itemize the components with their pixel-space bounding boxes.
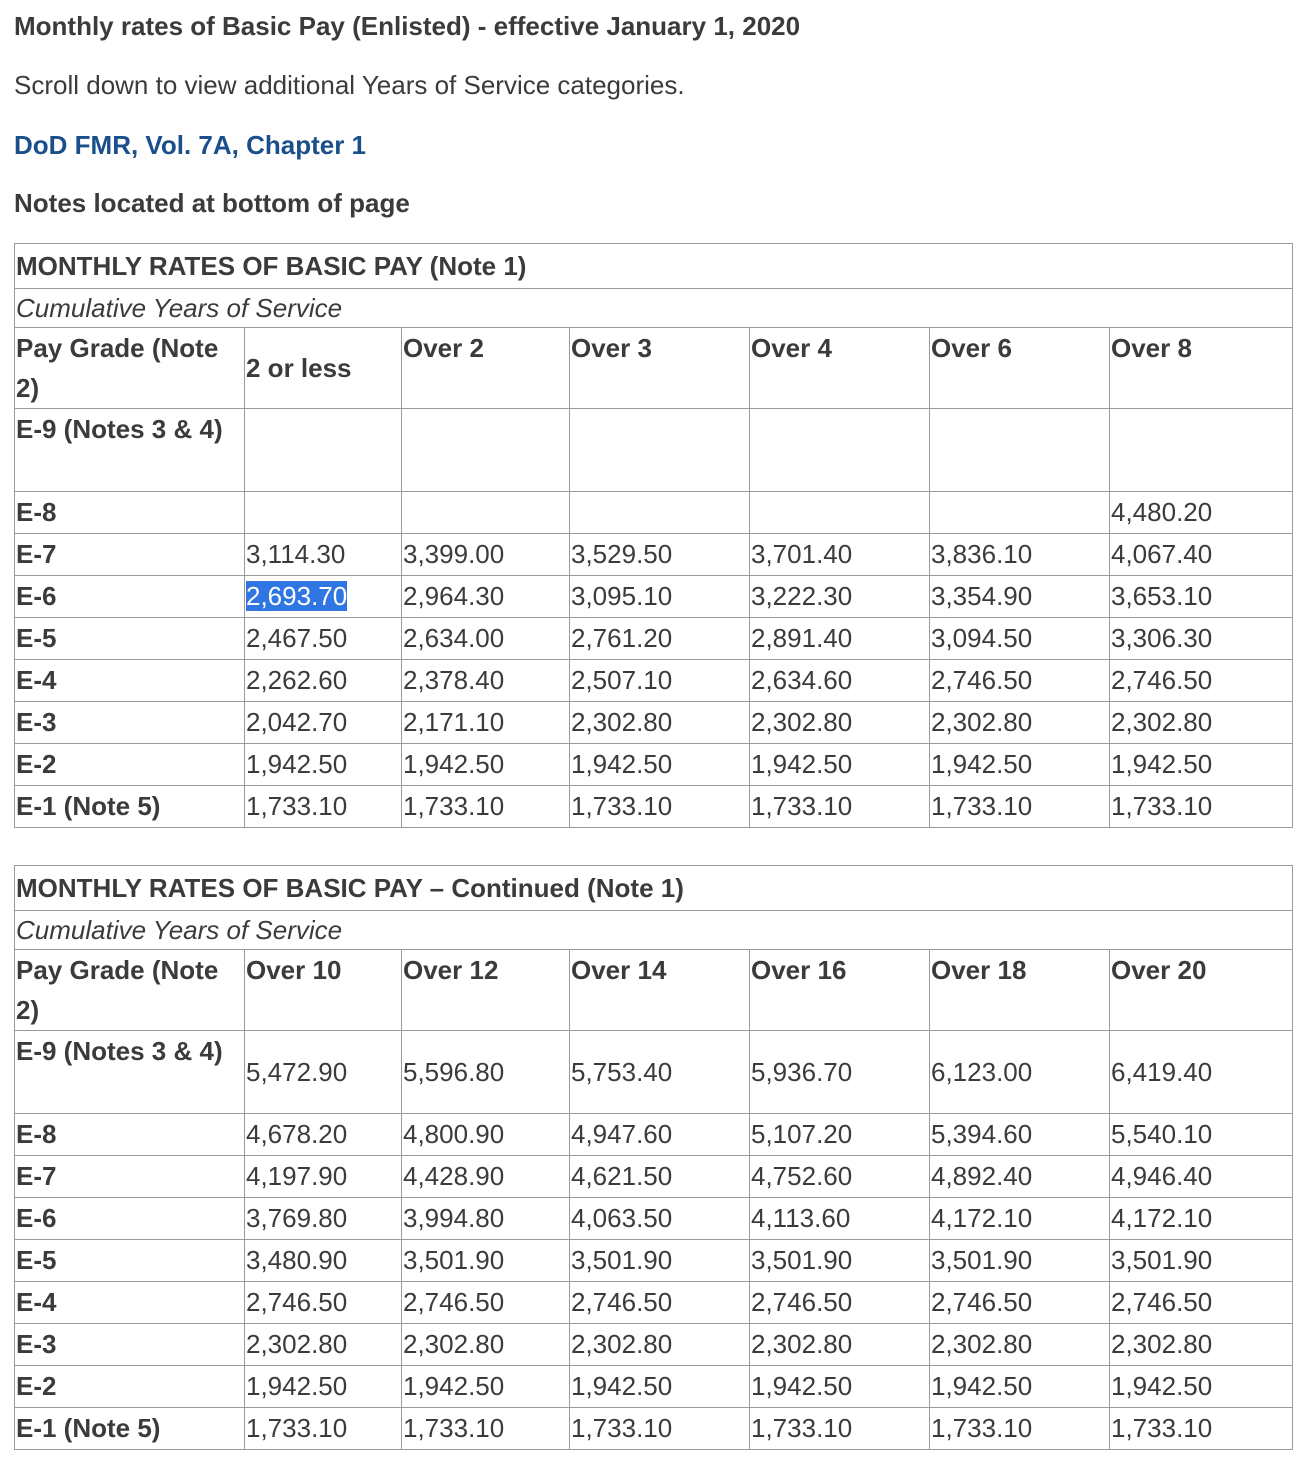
table-row xyxy=(15,1156,1293,1198)
pay-rate-cell: 4,892.40 xyxy=(930,1156,1110,1198)
pay-grade-cell: E-4 xyxy=(15,660,245,702)
pay-rate-cell: 3,501.90 xyxy=(930,1240,1110,1282)
pay-rate-cell xyxy=(402,409,570,492)
pay-grade-cell: E-6 xyxy=(15,576,245,618)
pay-grade-cell: E-3 xyxy=(15,1324,245,1366)
pay-rate-cell: 2,302.80 xyxy=(245,1324,402,1366)
page xyxy=(0,0,1310,218)
table-row xyxy=(15,660,1293,702)
table-row xyxy=(15,786,1293,828)
pay-rate-cell: 2,262.60 xyxy=(245,660,402,702)
table-header-row xyxy=(15,328,1293,409)
dod-fmr-reference-link[interactable]: DoD FMR, Vol. 7A, Chapter 1 xyxy=(14,130,366,160)
pay-grade-cell: E-6 xyxy=(15,1198,245,1240)
table-row xyxy=(15,534,1293,576)
pay-rate-cell: 2,761.20 xyxy=(570,618,750,660)
pay-rate-cell: 2,634.60 xyxy=(750,660,930,702)
pay-rate-cell: 1,942.50 xyxy=(1110,1366,1293,1408)
table-caption: MONTHLY RATES OF BASIC PAY – Continued (Note 1) xyxy=(15,866,1293,911)
column-header: Over 18 xyxy=(930,950,1110,1031)
pay-rate-cell: 1,942.50 xyxy=(930,744,1110,786)
pay-rate-cell: 2,302.80 xyxy=(930,702,1110,744)
pay-rate-cell: 3,399.00 xyxy=(402,534,570,576)
pay-rate-cell: 1,942.50 xyxy=(245,744,402,786)
pay-rate-cell: 3,529.50 xyxy=(570,534,750,576)
pay-rate-cell: 6,419.40 xyxy=(1110,1031,1293,1114)
pay-rate-cell: 2,746.50 xyxy=(402,1282,570,1324)
pay-rate-cell xyxy=(245,409,402,492)
column-header: Over 14 xyxy=(570,950,750,1031)
pay-rate-cell xyxy=(402,492,570,534)
pay-rate-cell: 3,114.30 xyxy=(245,534,402,576)
pay-rate-cell xyxy=(930,409,1110,492)
pay-rate-cell: 1,733.10 xyxy=(1110,786,1293,828)
table-row xyxy=(15,1408,1293,1450)
pay-rate-cell: 2,302.80 xyxy=(1110,702,1293,744)
table-row xyxy=(15,576,1293,618)
pay-rate-cell: 1,942.50 xyxy=(930,1366,1110,1408)
pay-rate-cell: 4,947.60 xyxy=(570,1114,750,1156)
column-header: 2 or less xyxy=(245,328,402,409)
pay-rate-cell: 2,746.50 xyxy=(750,1282,930,1324)
column-header: Over 20 xyxy=(1110,950,1293,1031)
pay-rate-cell: 2,302.80 xyxy=(570,1324,750,1366)
pay-rate-cell: 2,746.50 xyxy=(930,1282,1110,1324)
pay-grade-cell: E-3 xyxy=(15,702,245,744)
pay-rate-cell: 5,936.70 xyxy=(750,1031,930,1114)
pay-rate-cell: 1,942.50 xyxy=(245,1366,402,1408)
pay-rate-cell: 1,733.10 xyxy=(750,786,930,828)
column-header: Over 3 xyxy=(570,328,750,409)
pay-rate-cell: 5,394.60 xyxy=(930,1114,1110,1156)
pay-rate-cell: 2,507.10 xyxy=(570,660,750,702)
pay-rate-cell: 2,467.50 xyxy=(245,618,402,660)
pay-grade-cell: E-9 (Notes 3 & 4) xyxy=(15,409,245,492)
table-row xyxy=(15,1282,1293,1324)
pay-rate-cell: 4,946.40 xyxy=(1110,1156,1293,1198)
pay-grade-cell: E-8 xyxy=(15,492,245,534)
pay-rate-cell xyxy=(750,409,930,492)
pay-rate-cell: 3,480.90 xyxy=(245,1240,402,1282)
column-header: Over 2 xyxy=(402,328,570,409)
pay-grade-cell: E-7 xyxy=(15,1156,245,1198)
column-header: Pay Grade (Note 2) xyxy=(15,328,245,409)
pay-rate-cell: 4,197.90 xyxy=(245,1156,402,1198)
pay-rate-cell: 6,123.00 xyxy=(930,1031,1110,1114)
pay-rate-cell: 1,733.10 xyxy=(930,1408,1110,1450)
pay-rate-cell: 3,501.90 xyxy=(1110,1240,1293,1282)
pay-rate-cell: 3,501.90 xyxy=(750,1240,930,1282)
pay-rate-cell xyxy=(570,409,750,492)
pay-grade-cell: E-5 xyxy=(15,1240,245,1282)
pay-rate-cell: 4,800.90 xyxy=(402,1114,570,1156)
pay-rate-cell xyxy=(930,492,1110,534)
pay-rate-cell: 1,942.50 xyxy=(750,1366,930,1408)
selected-text-highlight: 2,693.70 xyxy=(246,581,348,611)
pay-rate-cell: 4,752.60 xyxy=(750,1156,930,1198)
table-row xyxy=(15,492,1293,534)
column-header: Over 8 xyxy=(1110,328,1293,409)
pay-rate-cell xyxy=(1110,409,1293,492)
column-header: Over 6 xyxy=(930,328,1110,409)
pay-rate-cell: 2,746.50 xyxy=(930,660,1110,702)
pay-rate-cell: 2,302.80 xyxy=(570,702,750,744)
pay-rate-cell: 2,042.70 xyxy=(245,702,402,744)
pay-grade-cell: E-7 xyxy=(15,534,245,576)
table-row xyxy=(15,1114,1293,1156)
pay-rate-cell: 4,172.10 xyxy=(930,1198,1110,1240)
table-row xyxy=(15,618,1293,660)
pay-grade-cell: E-9 (Notes 3 & 4) xyxy=(15,1031,245,1114)
pay-rate-cell: 3,836.10 xyxy=(930,534,1110,576)
pay-rate-cell: 3,994.80 xyxy=(402,1198,570,1240)
pay-rate-cell: 1,942.50 xyxy=(402,1366,570,1408)
table-subcaption: Cumulative Years of Service xyxy=(15,911,1293,950)
pay-rate-cell: 2,302.80 xyxy=(1110,1324,1293,1366)
table-row xyxy=(15,1324,1293,1366)
pay-rate-cell: 4,480.20 xyxy=(1110,492,1293,534)
pay-rate-cell: 2,302.80 xyxy=(750,1324,930,1366)
pay-rate-cell: 4,113.60 xyxy=(750,1198,930,1240)
table-row xyxy=(15,1240,1293,1282)
table-header-row xyxy=(15,950,1293,1031)
pay-rate-cell: 1,733.10 xyxy=(402,1408,570,1450)
column-header: Over 16 xyxy=(750,950,930,1031)
pay-rate-cell: 2,171.10 xyxy=(402,702,570,744)
pay-rate-cell: 1,733.10 xyxy=(930,786,1110,828)
pay-rate-cell: 2,964.30 xyxy=(402,576,570,618)
pay-rate-cell: 2,891.40 xyxy=(750,618,930,660)
pay-rate-cell: 4,172.10 xyxy=(1110,1198,1293,1240)
pay-rate-cell: 1,733.10 xyxy=(245,1408,402,1450)
pay-rate-cell: 5,472.90 xyxy=(245,1031,402,1114)
pay-rate-cell: 2,302.80 xyxy=(750,702,930,744)
pay-rate-cell: 2,378.40 xyxy=(402,660,570,702)
pay-grade-cell: E-2 xyxy=(15,1366,245,1408)
pay-rate-cell: 1,942.50 xyxy=(570,744,750,786)
column-header: Pay Grade (Note 2) xyxy=(15,950,245,1031)
pay-rate-cell xyxy=(750,492,930,534)
pay-rate-cell: 1,942.50 xyxy=(750,744,930,786)
pay-rate-cell: 2,746.50 xyxy=(245,1282,402,1324)
pay-rate-cell: 3,769.80 xyxy=(245,1198,402,1240)
pay-rate-cell: 1,733.10 xyxy=(402,786,570,828)
pay-rate-cell xyxy=(245,576,402,618)
pay-rate-cell: 1,733.10 xyxy=(1110,1408,1293,1450)
pay-rate-cell: 4,678.20 xyxy=(245,1114,402,1156)
pay-rate-cell: 2,302.80 xyxy=(402,1324,570,1366)
pay-rate-cell: 1,733.10 xyxy=(570,1408,750,1450)
pay-rate-cell: 3,501.90 xyxy=(402,1240,570,1282)
scroll-note: Scroll down to view additional Years of Service categories. xyxy=(14,70,685,100)
notes-location-text: Notes located at bottom of page xyxy=(14,188,410,218)
pay-rate-cell: 5,753.40 xyxy=(570,1031,750,1114)
pay-grade-cell: E-8 xyxy=(15,1114,245,1156)
column-header: Over 12 xyxy=(402,950,570,1031)
pay-rate-cell: 1,942.50 xyxy=(570,1366,750,1408)
pay-grade-cell: E-5 xyxy=(15,618,245,660)
table-subcaption: Cumulative Years of Service xyxy=(15,289,1293,328)
table-row xyxy=(15,744,1293,786)
table-row xyxy=(15,1031,1293,1114)
pay-rate-cell: 1,733.10 xyxy=(245,786,402,828)
table-row xyxy=(15,409,1293,492)
basic-pay-table-2 xyxy=(14,865,1293,1450)
pay-rate-cell: 2,746.50 xyxy=(570,1282,750,1324)
pay-rate-cell: 3,701.40 xyxy=(750,534,930,576)
pay-rate-cell: 2,746.50 xyxy=(1110,660,1293,702)
pay-grade-cell: E-4 xyxy=(15,1282,245,1324)
pay-rate-cell: 4,621.50 xyxy=(570,1156,750,1198)
pay-rate-cell: 1,942.50 xyxy=(1110,744,1293,786)
table-row xyxy=(15,1366,1293,1408)
pay-rate-cell: 4,063.50 xyxy=(570,1198,750,1240)
pay-rate-cell: 3,501.90 xyxy=(570,1240,750,1282)
pay-rate-cell: 2,302.80 xyxy=(930,1324,1110,1366)
pay-rate-cell: 5,540.10 xyxy=(1110,1114,1293,1156)
column-header: Over 10 xyxy=(245,950,402,1031)
pay-grade-cell: E-1 (Note 5) xyxy=(15,786,245,828)
basic-pay-table-1 xyxy=(14,243,1293,828)
pay-rate-cell: 5,596.80 xyxy=(402,1031,570,1114)
pay-rate-cell: 3,306.30 xyxy=(1110,618,1293,660)
pay-rate-cell: 3,653.10 xyxy=(1110,576,1293,618)
pay-rate-cell: 5,107.20 xyxy=(750,1114,930,1156)
pay-grade-cell: E-2 xyxy=(15,744,245,786)
pay-grade-cell: E-1 (Note 5) xyxy=(15,1408,245,1450)
column-header: Over 4 xyxy=(750,328,930,409)
pay-rate-cell: 4,428.90 xyxy=(402,1156,570,1198)
pay-rate-cell xyxy=(245,492,402,534)
pay-rate-cell: 1,733.10 xyxy=(570,786,750,828)
pay-rate-cell: 1,942.50 xyxy=(402,744,570,786)
table-caption: MONTHLY RATES OF BASIC PAY (Note 1) xyxy=(15,244,1293,289)
table-row xyxy=(15,1198,1293,1240)
table-row xyxy=(15,702,1293,744)
pay-rate-cell xyxy=(570,492,750,534)
page-title: Monthly rates of Basic Pay (Enlisted) - effective January 1, 2020 xyxy=(14,11,801,41)
pay-rate-cell: 1,733.10 xyxy=(750,1408,930,1450)
pay-rate-cell: 3,354.90 xyxy=(930,576,1110,618)
pay-rate-cell: 2,746.50 xyxy=(1110,1282,1293,1324)
pay-rate-cell: 3,094.50 xyxy=(930,618,1110,660)
pay-rate-cell: 3,222.30 xyxy=(750,576,930,618)
pay-rate-cell: 3,095.10 xyxy=(570,576,750,618)
pay-rate-cell: 4,067.40 xyxy=(1110,534,1293,576)
pay-rate-cell: 2,634.00 xyxy=(402,618,570,660)
